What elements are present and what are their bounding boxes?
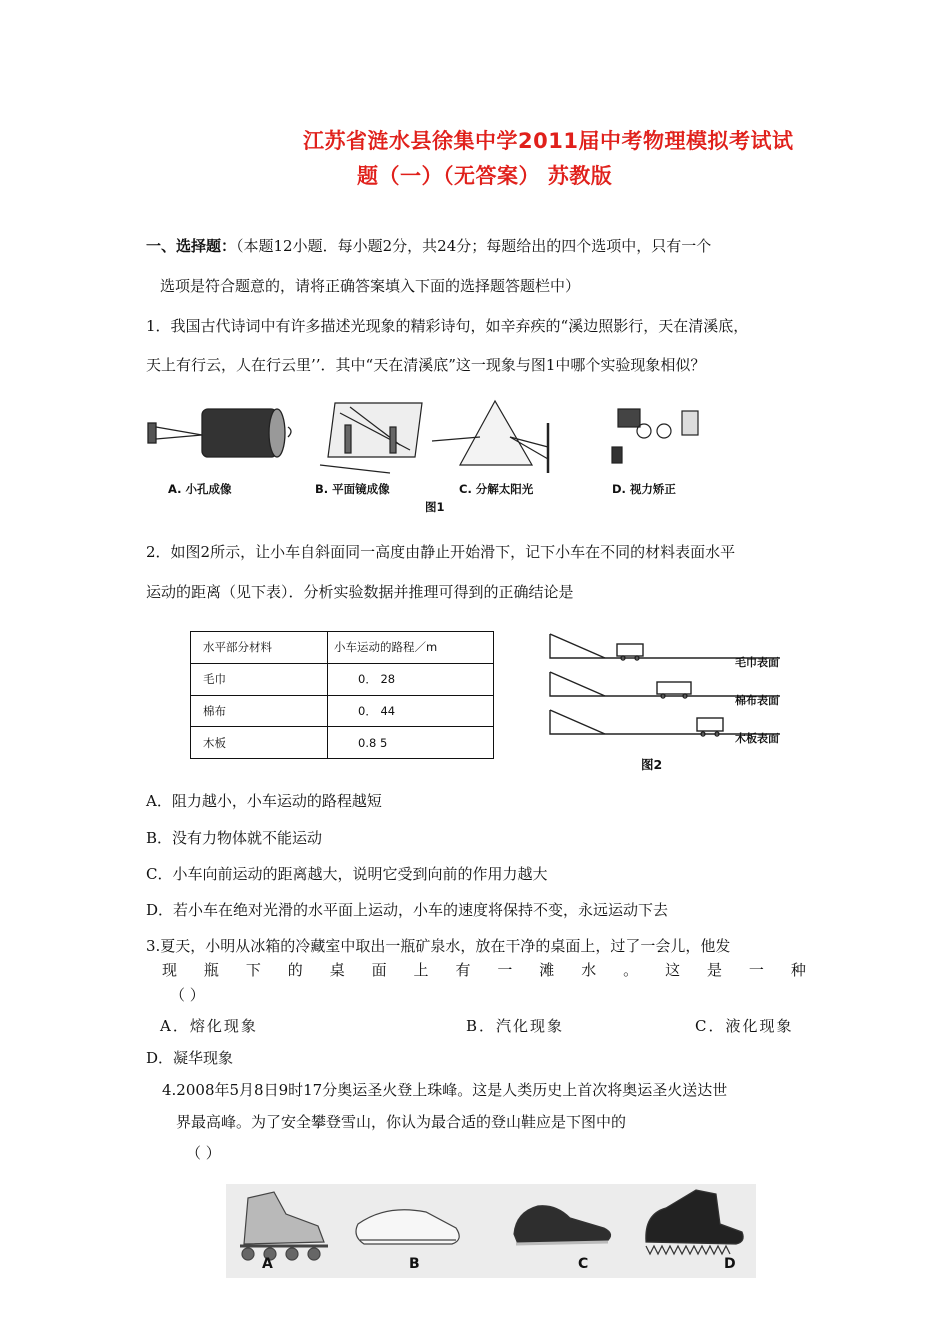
q3-line2	[162, 960, 806, 980]
figure-1d-vision	[612, 409, 698, 463]
table-header-row	[191, 632, 494, 664]
shoes-figure	[226, 1184, 756, 1278]
table-cell-material: 毛巾	[191, 663, 328, 695]
figure-1-label-c: C. 分解太阳光	[459, 482, 534, 496]
shoe-label-b: B	[409, 1256, 420, 1272]
table-cell-distance: 0． 28	[328, 663, 494, 695]
table-row	[191, 695, 494, 727]
table-row	[191, 727, 494, 759]
figure-1-caption: 图1	[425, 500, 445, 514]
q2-option-c: C．小车向前运动的距离越大，说明它受到向前的作用力越大	[146, 865, 548, 883]
q3-char: 面	[371, 961, 387, 979]
q3-char: 的	[287, 961, 303, 979]
section-intro-line1	[146, 236, 711, 256]
figure-2-label-wood: 木板表面	[735, 732, 779, 745]
q3-char: 这	[665, 961, 681, 979]
q3-char: 瓶	[203, 961, 219, 979]
figure-1-label-b: B. 平面镜成像	[315, 482, 390, 496]
q2-option-a: A．阻力越小，小车运动的路程越短	[146, 792, 382, 810]
q3-char: 一	[497, 961, 513, 979]
q2-line2: 运动的距离（见下表）．分析实验数据并推理可得到的正确结论是	[146, 583, 574, 601]
section-intro-line2: 选项是符合题意的，请将正确答案填入下面的选择题答题栏中）	[160, 277, 581, 295]
q3-char: 桌	[329, 961, 345, 979]
q3-option-c: C．液化现象	[695, 1017, 794, 1035]
q3-char: 滩	[539, 961, 555, 979]
q3-option-b: B．汽化现象	[466, 1017, 565, 1035]
table-row	[191, 663, 494, 695]
q2-option-d: D．若小车在绝对光滑的水平面上运动，小车的速度将保持不变，永远运动下去	[146, 901, 669, 919]
q3-char: 现	[162, 961, 178, 979]
table-header-distance: 小车运动的路程／m	[328, 632, 494, 664]
figure-1-label-a: A. 小孔成像	[168, 482, 232, 496]
q4-answer-blank: （ ）	[186, 1144, 221, 1162]
q3-char: 是	[706, 961, 722, 979]
shoe-label-c: C	[578, 1256, 589, 1272]
figure-1-label-d: D. 视力矫正	[612, 482, 676, 496]
q3-char: 有	[455, 961, 471, 979]
q3-char: 水	[581, 961, 597, 979]
figure-2-label-towel: 毛巾表面	[735, 656, 779, 669]
table-cell-material: 木板	[191, 727, 328, 759]
figure-1a-pinhole	[148, 409, 291, 457]
shoe-label-a: A	[262, 1256, 273, 1272]
q3-char: 种	[790, 961, 806, 979]
q3-char: 下	[245, 961, 261, 979]
q1-line1: 1．我国古代诗词中有许多描述光现象的精彩诗句，如辛弃疾的“溪边照影行，天在清溪底，	[146, 317, 749, 335]
q3-char: 。	[623, 961, 639, 979]
table-cell-material: 棉布	[191, 695, 328, 727]
q3-option-a: A．熔化现象	[160, 1017, 258, 1035]
doc-title-line1: 江苏省涟水县徐集中学2011届中考物理模拟考试试	[303, 129, 794, 153]
q3-option-d: D．凝华现象	[146, 1049, 234, 1067]
figure-2-label-cotton: 棉布表面	[735, 694, 779, 707]
figure-2-caption: 图2	[641, 757, 663, 772]
q2-option-b: B．没有力物体就不能运动	[146, 829, 323, 847]
figure-1c-prism	[432, 401, 548, 473]
table-cell-distance: 0.8 5	[328, 727, 494, 759]
table-header-material: 水平部分材料	[191, 632, 328, 664]
q4-line2: 界最高峰。为了安全攀登雪山，你认为最合适的登山鞋应是下图中的	[176, 1113, 627, 1131]
q4-line1: 4.2008年5月8日9时17分奥运圣火登上珠峰。这是人类历史上首次将奥运圣火送达世	[162, 1081, 728, 1099]
q3-line1: 3.夏天，小明从冰箱的冷藏室中取出一瓶矿泉水，放在干净的桌面上，过了一会儿，他发	[146, 937, 731, 955]
section-intro-text: （本题12小题．每小题2分，共24分；每题给出的四个选项中，只有一个	[236, 237, 712, 255]
q3-answer-blank: （ ）	[170, 986, 205, 1004]
table-cell-distance: 0． 44	[328, 695, 494, 727]
q2-line1: 2．如图2所示，让小车自斜面同一高度由静止开始滑下，记下小车在不同的材料表面水平	[146, 543, 736, 561]
doc-title-line2: 题（一）（无答案） 苏教版	[357, 164, 613, 188]
q2-data-table	[190, 631, 494, 759]
section-heading: 一、选择题：	[146, 237, 237, 255]
q3-char: 一	[748, 961, 764, 979]
shoe-label-d: D	[724, 1256, 736, 1272]
q1-line2: 天上有行云，人在行云里’’．其中“天在清溪底”这一现象与图1中哪个实验现象相似？	[146, 356, 706, 374]
q3-char: 上	[413, 961, 429, 979]
figure-1b-plane-mirror	[320, 403, 422, 473]
